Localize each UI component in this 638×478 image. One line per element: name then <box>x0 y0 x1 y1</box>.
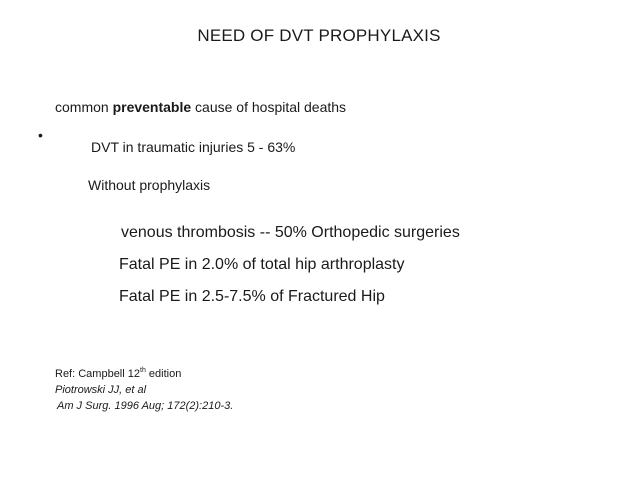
ref1-prefix: Ref: Campbell 12 <box>55 368 140 380</box>
line1-before: common <box>55 99 113 115</box>
line1-after: cause of hospital deaths <box>191 99 347 115</box>
text-line-without-prophylaxis: Without prophylaxis <box>88 177 211 193</box>
text-line-preventable-cause <box>55 99 346 115</box>
slide-title: NEED OF DVT PROPHYLAXIS <box>197 26 441 45</box>
ref1-suffix: edition <box>145 368 182 380</box>
reference-campbell <box>55 367 181 380</box>
bullet-mark: • <box>38 127 43 143</box>
line1-bold: preventable <box>112 99 192 115</box>
text-line-fatal-pe-fractured-hip: Fatal PE in 2.5-7.5% of Fractured Hip <box>119 288 385 305</box>
text-line-dvt-traumatic: DVT in traumatic injuries 5 - 63% <box>91 139 296 155</box>
reference-journal: Am J Surg. 1996 Aug; 172(2):210-3. <box>57 400 234 412</box>
ref1-superscript: th <box>140 367 146 374</box>
text-line-venous-thrombosis: venous thrombosis -- 50% Orthopedic surgeries <box>121 224 460 241</box>
reference-authors: Piotrowski JJ, et al <box>55 384 147 396</box>
text-line-fatal-pe-hip-arthroplasty: Fatal PE in 2.0% of total hip arthroplasty <box>119 256 405 273</box>
